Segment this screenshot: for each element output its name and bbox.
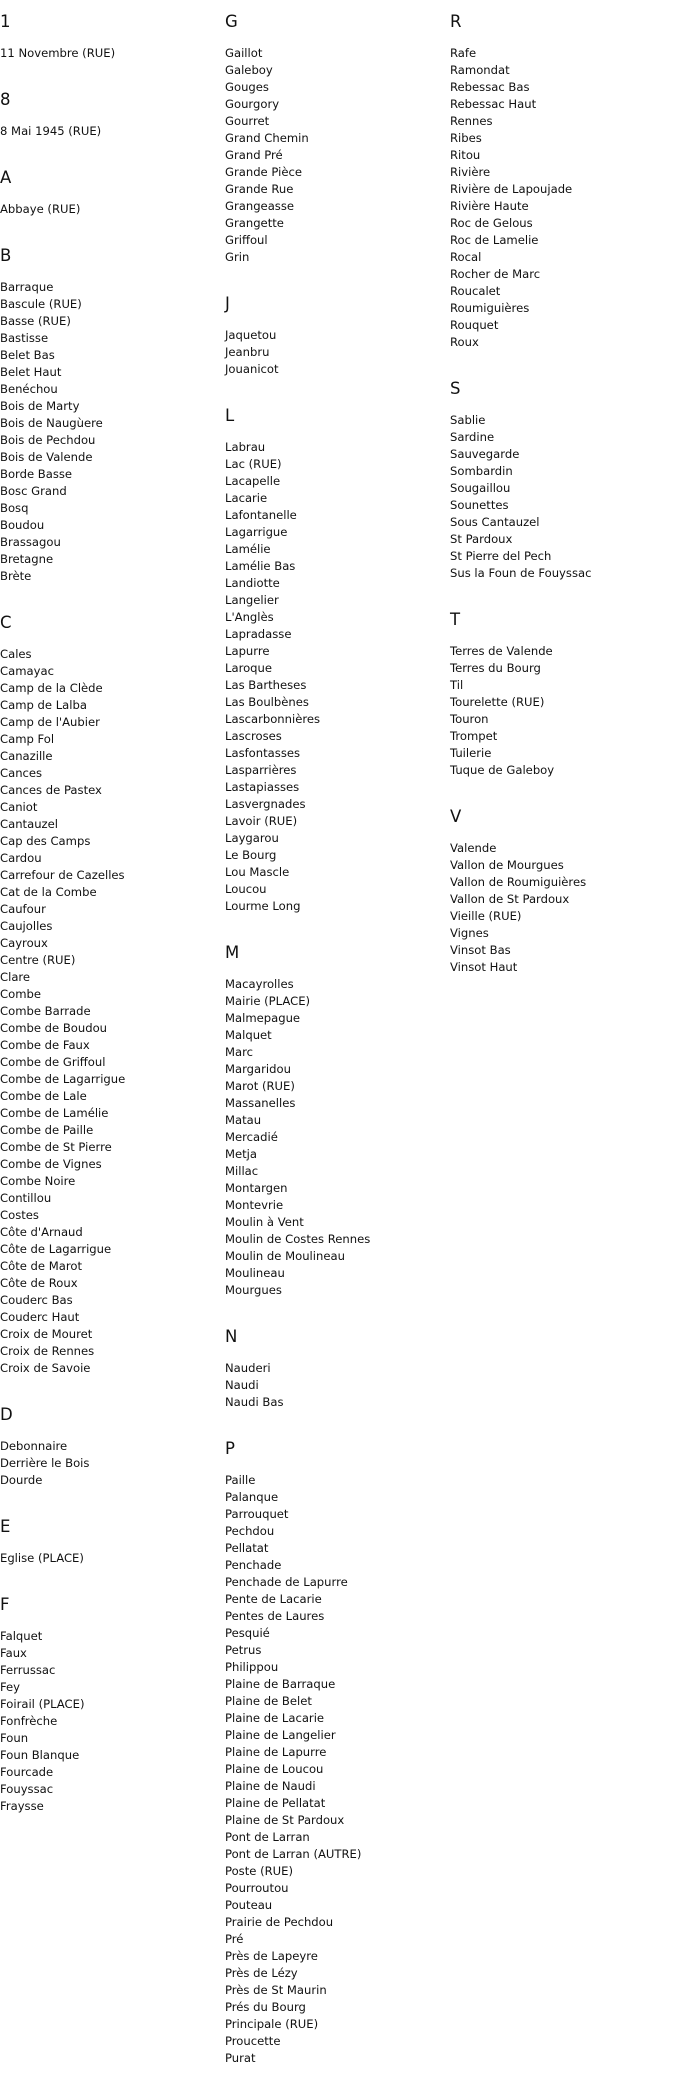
street-name: Croix de Rennes — [0, 1344, 95, 1358]
street-name: Ritou — [450, 148, 481, 162]
street-list — [0, 1550, 222, 1567]
street-name: Lascroses — [225, 729, 282, 743]
letter-heading: 1 — [0, 12, 11, 31]
street-name: Bretagne — [0, 552, 54, 566]
street-name: Nauderi — [225, 1361, 271, 1375]
street-list — [450, 643, 672, 779]
street-name: Bosq — [0, 501, 29, 515]
letter-heading: F — [0, 1595, 10, 1614]
street-name: Combe de Lale — [0, 1089, 87, 1103]
street-name: Jaquetou — [225, 328, 277, 342]
street-name: Montevrie — [225, 1198, 284, 1212]
letter-heading: J — [225, 294, 230, 313]
street-name: Couderc Bas — [0, 1293, 73, 1307]
street-name: Ferrussac — [0, 1663, 56, 1677]
street-list — [225, 439, 447, 915]
street-name: Abbaye (RUE) — [0, 202, 81, 216]
letter-group — [225, 292, 447, 378]
street-name: Le Bourg — [225, 848, 277, 862]
street-name: Jouanicot — [225, 362, 279, 376]
street-name: Lapurre — [225, 644, 270, 658]
street-name: Bois de Naugùere — [0, 416, 103, 430]
street-name: Terres du Bourg — [450, 661, 541, 675]
street-list — [0, 1438, 222, 1489]
street-name: Vieille (RUE) — [450, 909, 522, 923]
street-name: Combe — [0, 987, 41, 1001]
street-name: Rafe — [450, 46, 477, 60]
letter-heading: S — [450, 379, 461, 398]
street-name: Langelier — [225, 593, 279, 607]
street-name: Naudi Bas — [225, 1395, 284, 1409]
street-name: Lamélie Bas — [225, 559, 296, 573]
street-name: Terres de Valende — [450, 644, 553, 658]
street-name: Poste (RUE) — [225, 1864, 293, 1878]
street-name: Pentes de Laures — [225, 1609, 325, 1623]
street-name: Ramondat — [450, 63, 510, 77]
street-name: Plaine de St Pardoux — [225, 1813, 345, 1827]
street-name: Boudou — [0, 518, 45, 532]
letter-heading: M — [225, 943, 240, 962]
letter-heading: 8 — [0, 90, 11, 109]
letter-group — [450, 608, 672, 779]
street-name: Cardou — [0, 851, 42, 865]
street-name: Combe de Lamélie — [0, 1106, 109, 1120]
street-name: Camp de l'Aubier — [0, 715, 100, 729]
street-name: Roucalet — [450, 284, 501, 298]
street-name: Roux — [450, 335, 479, 349]
street-name: Caufour — [0, 902, 46, 916]
street-name: Lafontanelle — [225, 508, 297, 522]
street-name: Foun — [0, 1731, 29, 1745]
street-name: Près de Lézy — [225, 1966, 298, 1980]
street-name: Pré — [225, 1932, 244, 1946]
street-name: Rocal — [450, 250, 482, 264]
street-name: Moulin de Costes Rennes — [225, 1232, 371, 1246]
street-name: Tuque de Galeboy — [450, 763, 555, 777]
street-name: Camayac — [0, 664, 54, 678]
street-name: Sus la Foun de Fouyssac — [450, 566, 592, 580]
street-name: Croix de Mouret — [0, 1327, 93, 1341]
street-name: Rivière — [450, 165, 491, 179]
street-name: Roumiguières — [450, 301, 530, 315]
street-name: Loucou — [225, 882, 267, 896]
street-name: Contillou — [0, 1191, 52, 1205]
street-name: Rivière de Lapoujade — [450, 182, 573, 196]
street-name: Moulin à Vent — [225, 1215, 304, 1229]
street-name: Foun Blanque — [0, 1748, 80, 1762]
street-name: Sous Cantauzel — [450, 515, 540, 529]
street-name: Cat de la Combe — [0, 885, 97, 899]
street-name: Las Boulbènes — [225, 695, 309, 709]
street-list — [225, 1472, 447, 2067]
street-name: Rennes — [450, 114, 493, 128]
street-name: Plaine de Pellatat — [225, 1796, 326, 1810]
street-list — [225, 327, 447, 378]
street-name: Cap des Camps — [0, 834, 91, 848]
street-name: Rebessac Bas — [450, 80, 530, 94]
letter-group — [450, 10, 672, 351]
street-name: Gaillot — [225, 46, 263, 60]
street-name: Plaine de Loucou — [225, 1762, 324, 1776]
street-name: Roc de Gelous — [450, 216, 533, 230]
street-name: Belet Bas — [0, 348, 55, 362]
street-name: Gourret — [225, 114, 270, 128]
street-list — [0, 45, 222, 62]
street-name: Pouteau — [225, 1898, 273, 1912]
street-name: Camp de Lalba — [0, 698, 87, 712]
street-name: Vignes — [450, 926, 489, 940]
street-name: Las Bartheses — [225, 678, 307, 692]
street-name: Barraque — [0, 280, 54, 294]
letter-heading: B — [0, 246, 12, 265]
street-name: Côte d'Arnaud — [0, 1225, 83, 1239]
street-name: Canazille — [0, 749, 53, 763]
letter-group — [0, 611, 222, 1377]
street-name: St Pardoux — [450, 532, 513, 546]
street-name: Roc de Lamelie — [450, 233, 539, 247]
letter-heading: V — [450, 807, 462, 826]
street-name: Lou Mascle — [225, 865, 290, 879]
street-name: Lacarie — [225, 491, 268, 505]
street-name: Pont de Larran — [225, 1830, 310, 1844]
street-name: Naudi — [225, 1378, 259, 1392]
street-name: Lapradasse — [225, 627, 292, 641]
street-name: Basse (RUE) — [0, 314, 71, 328]
street-name: Caniot — [0, 800, 38, 814]
street-name: Plaine de Barraque — [225, 1677, 336, 1691]
street-list — [450, 45, 672, 351]
street-name: Mercadié — [225, 1130, 278, 1144]
street-name: Tuilerie — [450, 746, 492, 760]
letter-group — [0, 88, 222, 140]
street-name: Penchade — [225, 1558, 282, 1572]
street-list — [0, 1628, 222, 1815]
street-name: Sombardin — [450, 464, 513, 478]
street-name: Trompet — [450, 729, 498, 743]
street-name: Foirail (PLACE) — [0, 1697, 85, 1711]
street-list — [0, 201, 222, 218]
street-name: Bois de Marty — [0, 399, 80, 413]
street-name: Plaine de Lacarie — [225, 1711, 325, 1725]
street-name: Bois de Pechdou — [0, 433, 96, 447]
street-name: Pechdou — [225, 1524, 275, 1538]
street-name: Croix de Savoie — [0, 1361, 91, 1375]
letter-heading: R — [450, 12, 462, 31]
street-name: Lascarbonnières — [225, 712, 321, 726]
street-name: Cances — [0, 766, 43, 780]
street-name: Sauvegarde — [450, 447, 520, 461]
street-name: Près de Lapeyre — [225, 1949, 318, 1963]
street-name: Bastisse — [0, 331, 49, 345]
street-name: Côte de Marot — [0, 1259, 82, 1273]
street-name: Fourcade — [0, 1765, 54, 1779]
street-name: Falquet — [0, 1629, 43, 1643]
street-name: Derrière le Bois — [0, 1456, 90, 1470]
street-name: Malmepague — [225, 1011, 301, 1025]
street-name: Lasfontasses — [225, 746, 301, 760]
street-name: Galeboy — [225, 63, 273, 77]
street-name: Penchade de Lapurre — [225, 1575, 348, 1589]
street-name: Marc — [225, 1045, 253, 1059]
letter-group — [0, 1515, 222, 1567]
street-name: Pont de Larran (AUTRE) — [225, 1847, 362, 1861]
street-name: Camp de la Clède — [0, 681, 103, 695]
street-name: Moulineau — [225, 1266, 285, 1280]
street-name: Combe Noire — [0, 1174, 76, 1188]
street-name: Lac (RUE) — [225, 457, 282, 471]
street-name: Proucette — [225, 2034, 281, 2048]
street-list — [225, 976, 447, 1299]
street-name: Pesquié — [225, 1626, 270, 1640]
street-name: Paille — [225, 1473, 256, 1487]
letter-group — [0, 1593, 222, 1815]
street-name: Plaine de Naudi — [225, 1779, 316, 1793]
street-name: Cales — [0, 647, 32, 661]
street-name: Gouges — [225, 80, 269, 94]
street-name: Grand Chemin — [225, 131, 309, 145]
index-column — [450, 10, 672, 1002]
street-name: Caujolles — [0, 919, 53, 933]
letter-group — [225, 404, 447, 915]
street-name: Principale (RUE) — [225, 2017, 319, 2031]
street-name: Plaine de Langelier — [225, 1728, 336, 1742]
street-name: St Pierre del Pech — [450, 549, 552, 563]
street-name: Dourde — [0, 1473, 43, 1487]
street-name: Philippou — [225, 1660, 279, 1674]
street-name: Centre (RUE) — [0, 953, 76, 967]
street-name: Benéchou — [0, 382, 58, 396]
street-name: Valende — [450, 841, 497, 855]
street-list — [0, 123, 222, 140]
street-name: Rivière Haute — [450, 199, 529, 213]
letter-group — [225, 1325, 447, 1411]
street-name: Combe de Faux — [0, 1038, 90, 1052]
street-name: Rocher de Marc — [450, 267, 541, 281]
street-name: Rouquet — [450, 318, 499, 332]
street-name: Lavoir (RUE) — [225, 814, 298, 828]
street-name: Côte de Roux — [0, 1276, 78, 1290]
street-name: Sardine — [450, 430, 495, 444]
street-name: Lamélie — [225, 542, 271, 556]
street-name: Touron — [450, 712, 489, 726]
letter-group — [450, 377, 672, 582]
street-name: Griffoul — [225, 233, 268, 247]
street-name: Ribes — [450, 131, 482, 145]
street-name: Mairie (PLACE) — [225, 994, 311, 1008]
street-name: Costes — [0, 1208, 39, 1222]
street-name: Lastapiasses — [225, 780, 300, 794]
street-name: Fouyssac — [0, 1782, 54, 1796]
street-list — [450, 412, 672, 582]
street-name: Prés du Bourg — [225, 2000, 306, 2014]
street-name: Lasvergnades — [225, 797, 306, 811]
street-name: Prairie de Pechdou — [225, 1915, 334, 1929]
street-list — [225, 1360, 447, 1411]
street-list — [0, 646, 222, 1377]
street-name: Cantauzel — [0, 817, 58, 831]
street-name: Carrefour de Cazelles — [0, 868, 125, 882]
street-name: Fonfrèche — [0, 1714, 58, 1728]
street-name: Debonnaire — [0, 1439, 68, 1453]
street-list — [450, 840, 672, 976]
letter-heading: G — [225, 12, 238, 31]
letter-group — [0, 166, 222, 218]
street-name: Brète — [0, 569, 32, 583]
letter-heading: T — [450, 610, 461, 629]
street-name: Til — [450, 678, 464, 692]
letter-group — [225, 1437, 447, 2067]
street-name: Cances de Pastex — [0, 783, 102, 797]
street-name: 8 Mai 1945 (RUE) — [0, 124, 102, 138]
street-name: Landiotte — [225, 576, 280, 590]
street-name: Combe de Griffoul — [0, 1055, 106, 1069]
street-name: L'Anglès — [225, 610, 274, 624]
street-name: Cayroux — [0, 936, 48, 950]
street-name: Sounettes — [450, 498, 509, 512]
street-name: Petrus — [225, 1643, 262, 1657]
street-name: Grangeasse — [225, 199, 295, 213]
street-name: Gourgory — [225, 97, 280, 111]
letter-group — [225, 941, 447, 1299]
street-name: Pellatat — [225, 1541, 269, 1555]
street-name: Palanque — [225, 1490, 279, 1504]
street-name: Grin — [225, 250, 250, 264]
street-name: Près de St Maurin — [225, 1983, 327, 1997]
street-name: Vallon de Roumiguières — [450, 875, 587, 889]
street-name: Mourgues — [225, 1283, 282, 1297]
street-name: 11 Novembre (RUE) — [0, 46, 116, 60]
letter-group — [0, 244, 222, 585]
letter-group — [450, 805, 672, 976]
street-name: Grande Pièce — [225, 165, 302, 179]
letter-heading: C — [0, 613, 12, 632]
letter-heading: N — [225, 1327, 238, 1346]
street-name: Laroque — [225, 661, 273, 675]
street-name: Eglise (PLACE) — [0, 1551, 84, 1565]
street-name: Rebessac Haut — [450, 97, 537, 111]
street-name: Faux — [0, 1646, 27, 1660]
street-name: Couderc Haut — [0, 1310, 80, 1324]
street-name: Combe de Lagarrigue — [0, 1072, 126, 1086]
street-name: Plaine de Lapurre — [225, 1745, 327, 1759]
street-name: Tourelette (RUE) — [450, 695, 545, 709]
letter-group — [0, 1403, 222, 1489]
street-name: Clare — [0, 970, 31, 984]
street-name: Moulin de Moulineau — [225, 1249, 345, 1263]
letter-heading: P — [225, 1439, 235, 1458]
street-name: Grand Pré — [225, 148, 283, 162]
street-name: Bois de Valende — [0, 450, 93, 464]
street-name: Brassagou — [0, 535, 61, 549]
letter-group — [225, 10, 447, 266]
street-list — [0, 279, 222, 585]
street-name: Pourroutou — [225, 1881, 289, 1895]
street-name: Vinsot Bas — [450, 943, 511, 957]
street-name: Montargen — [225, 1181, 288, 1195]
street-name: Combe de Boudou — [0, 1021, 108, 1035]
street-name: Côte de Lagarrigue — [0, 1242, 112, 1256]
letter-heading: E — [0, 1517, 11, 1536]
street-list — [225, 45, 447, 266]
street-name: Labrau — [225, 440, 266, 454]
street-name: Sablie — [450, 413, 486, 427]
street-name: Fraysse — [0, 1799, 44, 1813]
street-name: Bascule (RUE) — [0, 297, 82, 311]
street-name: Purat — [225, 2051, 256, 2065]
street-name: Lacapelle — [225, 474, 281, 488]
street-name: Combe Barrade — [0, 1004, 91, 1018]
street-name: Vallon de St Pardoux — [450, 892, 570, 906]
street-name: Fey — [0, 1680, 21, 1694]
street-name: Parrouquet — [225, 1507, 289, 1521]
street-name: Combe de Vignes — [0, 1157, 102, 1171]
street-name: Lourme Long — [225, 899, 301, 913]
street-name: Malquet — [225, 1028, 272, 1042]
letter-group — [0, 10, 222, 62]
street-name: Lagarrigue — [225, 525, 288, 539]
street-name: Belet Haut — [0, 365, 62, 379]
letter-heading: A — [0, 168, 12, 187]
street-name: Macayrolles — [225, 977, 294, 991]
street-name: Marot (RUE) — [225, 1079, 295, 1093]
street-name: Margaridou — [225, 1062, 291, 1076]
street-name: Lasparrières — [225, 763, 297, 777]
street-name: Vallon de Mourgues — [450, 858, 564, 872]
street-name: Camp Fol — [0, 732, 55, 746]
street-name: Bosc Grand — [0, 484, 67, 498]
street-name: Matau — [225, 1113, 262, 1127]
letter-heading: D — [0, 1405, 13, 1424]
index-column — [0, 10, 222, 1841]
letter-heading: L — [225, 406, 235, 425]
street-name: Grande Rue — [225, 182, 294, 196]
street-name: Metja — [225, 1147, 258, 1161]
street-name: Pente de Lacarie — [225, 1592, 322, 1606]
street-name: Laygarou — [225, 831, 279, 845]
street-name: Millac — [225, 1164, 259, 1178]
street-name: Sougaillou — [450, 481, 511, 495]
street-name: Jeanbru — [225, 345, 270, 359]
street-name: Vinsot Haut — [450, 960, 518, 974]
street-name: Borde Basse — [0, 467, 73, 481]
street-name: Combe de Paille — [0, 1123, 94, 1137]
street-name: Combe de St Pierre — [0, 1140, 112, 1154]
street-name: Massanelles — [225, 1096, 296, 1110]
street-name: Grangette — [225, 216, 284, 230]
street-name: Plaine de Belet — [225, 1694, 312, 1708]
index-column — [225, 10, 447, 2093]
